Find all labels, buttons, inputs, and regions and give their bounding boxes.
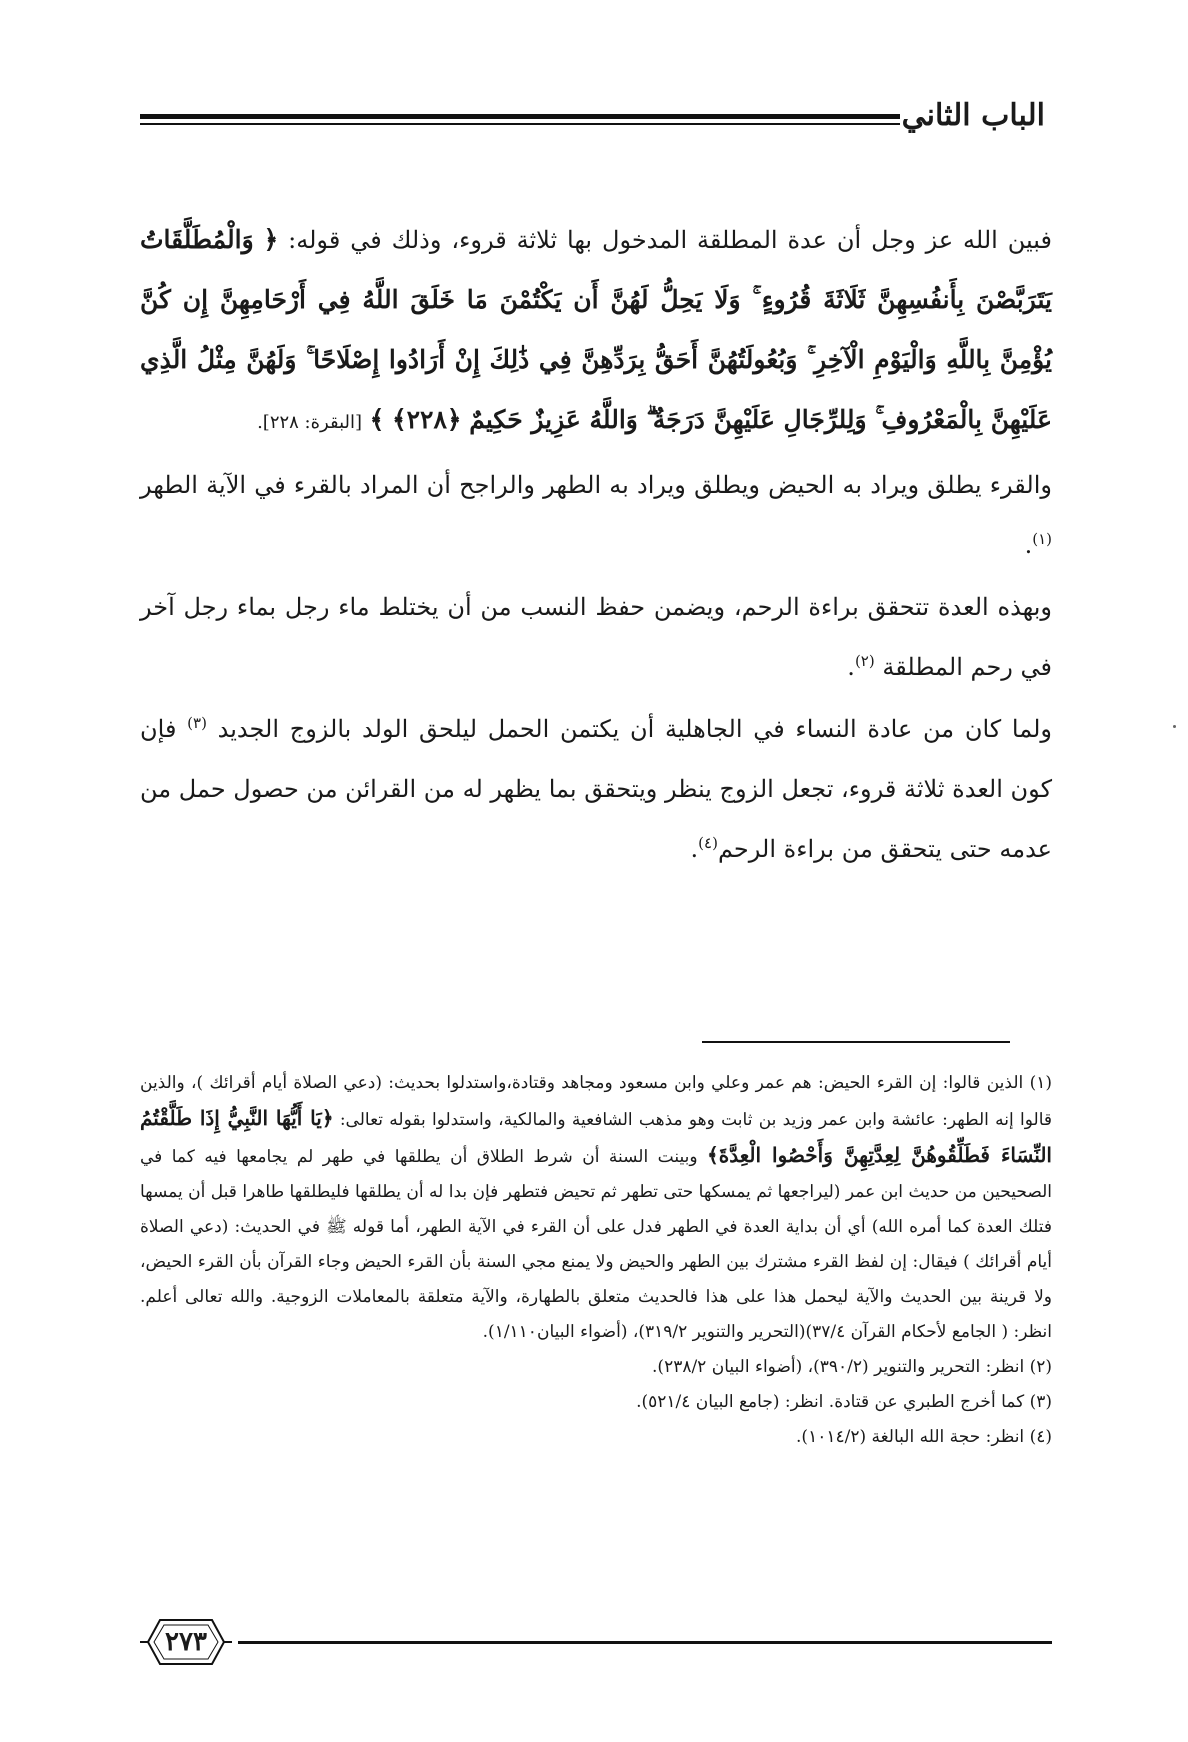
verse-open-bracket: ﴿ <box>263 225 279 254</box>
footnote-text: انظر: حجة الله البالغة (١٠١٤/٢). <box>796 1427 1025 1447</box>
paragraph-jahiliyya <box>140 699 1052 879</box>
footnote-ref-3: (٣) <box>187 714 207 732</box>
footnote-ref-2: (٢) <box>854 652 875 670</box>
verse-reference: [البقرة: ٢٢٨]. <box>257 412 363 433</box>
footnote-text: الذين قالوا: إن القرء الحيض: هم عمر وعلي وابن مسعود ومجاهد وقتادة،واستدلوا بحديث: (دعي الصلاة أيام أقرائك )، والذين قالوا إنه الطهر: عائشة وابن عمر وزيد بن ثابت وهو مذهب الشافعية والمالكية، واستدلوا بقوله تعالى: <box>140 1073 1052 1130</box>
page-number: ٢٧٣ <box>165 1627 207 1657</box>
verse-number: ﴿٢٢٨﴾ <box>391 405 462 434</box>
paragraph-idda <box>140 577 1052 697</box>
main-text <box>140 210 1052 881</box>
page-header <box>140 88 1045 148</box>
footnote-marker: (٢) <box>1029 1357 1052 1377</box>
footnote-marker: (٤) <box>1029 1427 1052 1447</box>
chapter-title: الباب الثاني <box>901 98 1045 133</box>
paragraph-text: والقرء يطلق ويراد به الحيض ويطلق ويراد به الطهر والراجح أن المراد بالقرء في الآية الطهر <box>140 471 1052 499</box>
header-rule <box>140 114 900 119</box>
footer-rule <box>238 1641 1052 1644</box>
paragraph-text: وبهذه العدة تتحقق براءة الرحم، ويضمن حفظ النسب من أن يختلط ماء رجل بماء رجل آخر في رحم المطلقة <box>140 593 1052 681</box>
paragraph-text: فإن كون العدة ثلاثة قروء، تجعل الزوج ينظر ويتحقق بما يظهر له من القرائن من حصول حمل من عدمه حتى يتحقق من براءة الرحم <box>140 715 1052 863</box>
verse-close-bracket: ﴾ <box>369 405 385 434</box>
footnote-2 <box>140 1350 1052 1385</box>
intro-text: فبين الله عز وجل أن عدة المطلقة المدخول بها ثلاثة قروء، وذلك في قوله: <box>278 226 1052 254</box>
quran-verse: وَالْمُطَلَّقَاتُ يَتَرَبَّصْنَ بِأَنفُسِهِنَّ ثَلَاثَةَ قُرُوءٍ ۚ وَلَا يَحِلُّ لَهُنَّ أَن يَكْتُمْنَ مَا خَلَقَ اللَّهُ فِي أَرْحَامِهِنَّ إِن كُنَّ يُؤْمِنَّ بِاللَّهِ وَالْيَوْمِ الْآخِرِ ۚ وَبُعُولَتُهُنَّ أَحَقُّ بِرَدِّهِنَّ فِي ذَٰلِكَ إِنْ أَرَادُوا إِصْلَاحًا ۚ وَلَهُنَّ مِثْلُ الَّذِي عَلَيْهِنَّ بِالْمَعْرُوفِ ۚ وَلِلرِّجَالِ عَلَيْهِنَّ دَرَجَةٌ ۗ وَاللَّهُ عَزِيزٌ حَكِيمٌ <box>140 225 1052 434</box>
footnote-ref-1: (١) <box>1032 530 1052 548</box>
footnote-4 <box>140 1420 1052 1455</box>
period: . <box>1024 531 1033 559</box>
footnote-verse: ﴿يَا أَيُّهَا النَّبِيُّ إِذَا طَلَّقْتُمُ النِّسَاءَ فَطَلِّقُوهُنَّ لِعِدَّتِهِنَّ وَأَحْصُوا الْعِدَّةَ﴾ <box>140 1106 1052 1167</box>
footnote-3 <box>140 1385 1052 1420</box>
page-footer <box>140 1608 1052 1678</box>
paragraph-verse <box>140 210 1052 453</box>
footnote-separator <box>702 1041 1010 1043</box>
paragraph-text: ولما كان من عادة النساء في الجاهلية أن يكتمن الحمل ليلحق الولد بالزوج الجديد <box>217 715 1052 743</box>
footnote-marker: (٣) <box>1029 1392 1052 1412</box>
footnote-marker: (١) <box>1029 1073 1053 1093</box>
period: . <box>847 653 855 681</box>
scan-speck <box>1173 725 1176 728</box>
footnote-ref-4: (٤) <box>698 834 718 852</box>
footnotes <box>140 1066 1052 1455</box>
header-rule-thin <box>140 123 900 125</box>
footnote-1 <box>140 1066 1052 1350</box>
period: . <box>690 835 699 863</box>
page-number-frame <box>140 1614 232 1670</box>
footnote-text: انظر: التحرير والتنوير (٣٩٠/٢)، (أضواء البيان ٢٣٨/٢). <box>652 1357 1025 1377</box>
footnote-text: وبينت السنة أن شرط الطلاق أن يطلقها في طهر لم يجامعها فيه كما في الصحيحين من حديث ابن عمر (ليراجعها ثم يمسكها حتى تطهر ثم تحيض فتطهر فإن بدا له أن يطلقها فليطلقها طاهرا قبل أن يمسها فتلك العدة كما أمره الله) أي أن بداية العدة في الطهر فدل على أن القرء في الآية الطهر، أما قوله ﷺ في الحديث: (دعي الصلاة أيام أقرائك ) فيقال: إن لفظ القرء مشترك بين الطهر والحيض ولا يمنع مجي السنة بأن القرء الحيض وجاء القرآن بأن القرء الحيض، ولا قرينة بين الحديث والآية ليحمل هذا على هذا فالحديث متعلق بالطهارة، والآية متعلقة بالمعاملات الزوجية. والله تعالى أعلم. انظر: ( الجامع لأحكام القرآن ٣٧/٤)(التحرير والتنوير ٣١٩/٢)، (أضواء البيان١/١١٠). <box>140 1147 1052 1342</box>
paragraph-qur <box>140 455 1052 575</box>
footnote-text: كما أخرج الطبري عن قتادة. انظر: (جامع البيان ٥٢١/٤). <box>636 1392 1025 1412</box>
